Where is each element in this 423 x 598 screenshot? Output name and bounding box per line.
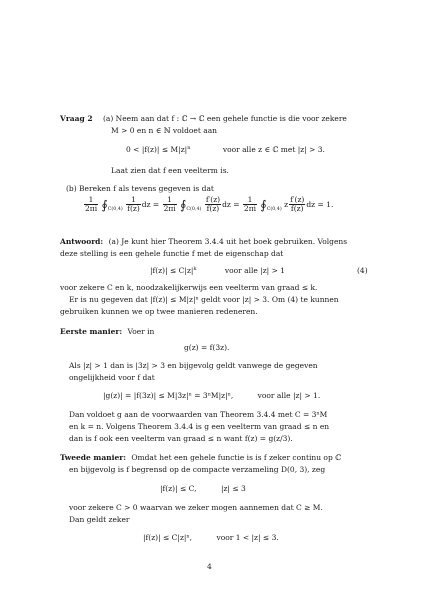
question-line-1: [60, 114, 347, 123]
method-1-label: Eerste manier:: [60, 327, 123, 336]
method-1-text-3: Dan voldoet g aan de voorwaarden van Theorem 3.4.4 met C = 3ⁿM: [69, 410, 328, 419]
given-inequality: $0 < |f(z)| \le M|z|^n$ voor alle z ∈ ℂ met |z| > 3.: [126, 145, 325, 154]
page-number: 4: [207, 562, 212, 571]
answer-label: Antwoord:: [60, 237, 104, 246]
method-1-text-1: Als |z| > 1 dan is |3z| > 3 en bijgevolg geldt vanwege de gegeven: [69, 361, 318, 370]
integral-equation: $\frac{1}{2\pi i}$ $∮_{C(0,4)}$ $\frac{1}{f(z)}$ dz = $\frac{1}{2\pi i}$ $∮_{C(0,4)}$ $\frac{f'(z)}{f(z)}$ dz = $\frac{1}{2\pi i}$ $∮_{C(0,4)}$ z $\frac{f'(z)}{f(z)}$ dz = 1.: [85, 195, 334, 214]
equation-4: $|f(z)| \le C|z|^k$ voor alle |z| > 1: [150, 266, 286, 275]
question-line-2: M > 0 en n ∈ ℕ voldoet aan: [111, 126, 218, 135]
question-b-line: (b) Bereken f als tevens gegeven is dat: [66, 184, 214, 193]
question-a-text: (a) Neem aan dat f : ℂ → ℂ een gehele functie is die voor zekere: [102, 114, 347, 123]
question-a-show: Laat zien dat f een veelterm is.: [111, 166, 229, 175]
method-2-label: Tweede manier:: [60, 453, 126, 462]
g-definition: g(z) = f(3z).: [184, 343, 230, 352]
question-label: Vraag 2: [60, 114, 93, 123]
final-inequality: |f(z)| ≤ C|z|ⁿ, voor 1 < |z| ≤ 3.: [143, 533, 279, 542]
answer-line-2: deze stelling is een gehele functie f met de eigenschap dat: [60, 249, 284, 258]
method-1-line: Eerste manier: Voer in: [60, 327, 155, 336]
method-2-text-3: voor zekere C > 0 waarvan we zeker mogen aannemen dat C ≥ M.: [69, 503, 323, 512]
g-inequality: |g(z)| = |f(3z)| ≤ M|3z|ⁿ = 3ⁿM|z|ⁿ, voor alle |z| > 1.: [103, 391, 321, 400]
method-1-text-4: en k = n. Volgens Theorem 3.4.4 is g een veelterm van graad ≤ n en: [69, 422, 330, 431]
method-2-text-4: Dan geldt zeker: [69, 515, 130, 524]
bound-inequality: |f(z)| ≤ C, |z| ≤ 3: [160, 484, 246, 493]
answer-line-4: Er is nu gegeven dat |f(z)| ≤ M|z|ⁿ geldt voor |z| > 3. Om (4) te kunnen: [69, 295, 339, 304]
method-1-text-5: dan is f ook een veelterm van graad ≤ n want f(z) = g(z/3).: [69, 434, 293, 443]
answer-line-5: gebruiken kunnen we op twee manieren redeneren.: [60, 307, 258, 316]
method-2-line-1: Tweede manier: Omdat het een gehele functie is is f zeker continu op ℂ: [60, 453, 342, 462]
equation-4-number: (4): [357, 266, 368, 275]
method-2-text-2: en bijgevolg is f begrensd op de compacte verzameling D(0, 3), zeg: [69, 465, 326, 474]
answer-line-1: Antwoord: (a) Je kunt hier Theorem 3.4.4 uit het boek gebruiken. Volgens: [60, 237, 348, 246]
method-1-text-2: ongelijkheid voor f dat: [69, 373, 155, 382]
answer-line-3: voor zekere C en k, noodzakelijkerwijs een veelterm van graad ≤ k.: [60, 283, 318, 292]
